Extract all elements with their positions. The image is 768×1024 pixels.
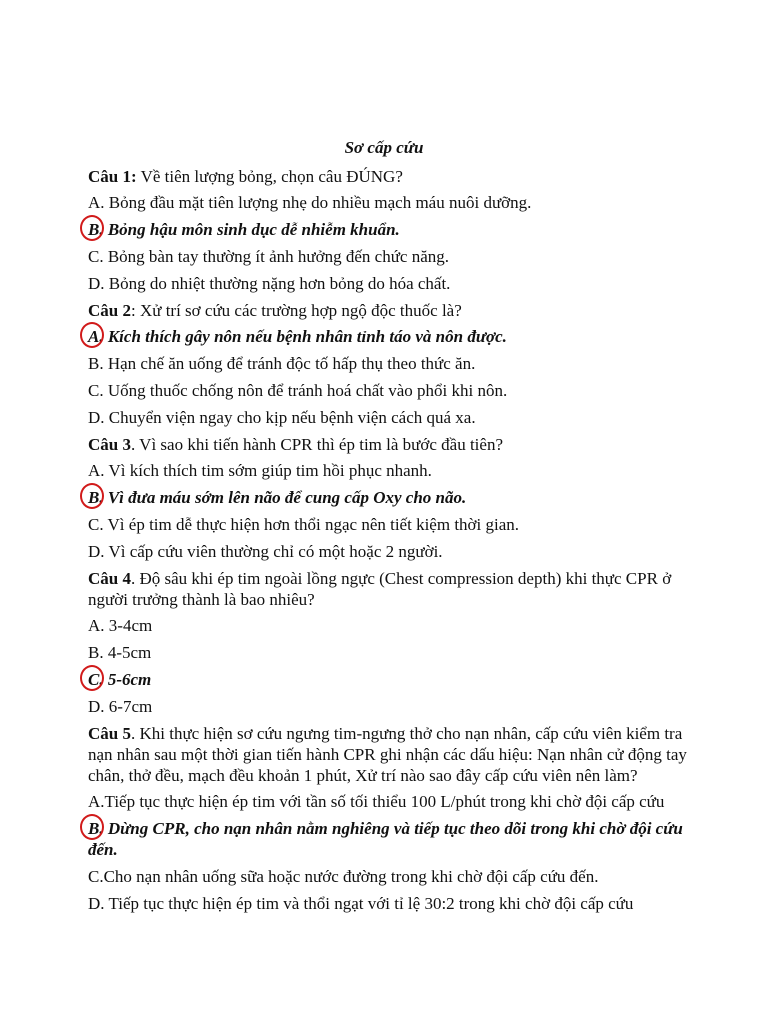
answer-circle-mark bbox=[80, 322, 104, 348]
answer-circle-mark bbox=[80, 483, 104, 509]
option-2-B bbox=[88, 353, 688, 374]
option-text: C. 5-6cm bbox=[88, 670, 152, 689]
option-5-D bbox=[88, 893, 688, 914]
option-1-D bbox=[88, 273, 688, 294]
option-text: D. Vì cấp cứu viên thường chỉ có một hoặc 2 người. bbox=[88, 542, 443, 561]
option-text: D. 6-7cm bbox=[88, 697, 153, 716]
answer-circle-mark bbox=[80, 215, 104, 241]
question-text: . Khi thực hiện sơ cứu ngưng tim-ngưng thở cho nạn nhân, cấp cứu viên kiểm tra nạn nhân sau một thời gian tiến hành CPR ghi nhận các dấu hiệu: Nạn nhân cử động tay chân, thở đều, mạch đều khoản 1 phút, Xử trí nào sao đây cấp cứu viên nên làm? bbox=[88, 724, 687, 785]
answer-circle-mark bbox=[80, 814, 104, 840]
option-text: C.Cho nạn nhân uống sữa hoặc nước đường trong khi chờ đội cấp cứu đến. bbox=[88, 867, 599, 886]
option-text: C. Uống thuốc chống nôn để tránh hoá chất vào phổi khi nôn. bbox=[88, 381, 508, 400]
option-4-D bbox=[88, 696, 688, 717]
option-4-C bbox=[88, 669, 688, 690]
question-text: . Vì sao khi tiến hành CPR thì ép tim là bước đầu tiên? bbox=[130, 435, 503, 454]
option-5-C bbox=[88, 866, 688, 887]
option-text: A. 3-4cm bbox=[88, 616, 153, 635]
option-text: A.Tiếp tục thực hiện ép tim với tần số tối thiểu 100 L/phút trong khi chờ đội cấp cứu bbox=[88, 792, 665, 811]
question-2 bbox=[88, 300, 688, 321]
option-3-C bbox=[88, 514, 688, 535]
option-4-A bbox=[88, 615, 688, 636]
option-text: B. 4-5cm bbox=[88, 643, 152, 662]
option-text: A. Kích thích gây nôn nếu bệnh nhân tỉnh táo và nôn được. bbox=[88, 327, 507, 346]
option-text: A. Bỏng đầu mặt tiên lượng nhẹ do nhiều mạch máu nuôi dưỡng. bbox=[88, 193, 532, 212]
option-1-B bbox=[88, 219, 688, 240]
option-text: C. Vì ép tim dễ thực hiện hơn thổi ngạc nên tiết kiệm thời gian. bbox=[88, 515, 520, 534]
option-2-D bbox=[88, 407, 688, 428]
question-3 bbox=[88, 434, 688, 455]
question-number: Câu 2 bbox=[88, 301, 131, 320]
question-number: Câu 3 bbox=[88, 435, 131, 454]
option-3-A bbox=[88, 460, 688, 481]
answer-circle-mark bbox=[80, 665, 104, 691]
option-text: B. Bỏng hậu môn sinh dục dễ nhiễm khuẩn. bbox=[88, 220, 400, 239]
option-text: D. Tiếp tục thực hiện ép tim và thổi ngạt với tỉ lệ 30:2 trong khi chờ đội cấp cứu bbox=[88, 894, 634, 913]
option-text: A. Vì kích thích tim sớm giúp tim hồi phục nhanh. bbox=[88, 461, 432, 480]
option-5-B bbox=[88, 818, 688, 860]
option-1-A bbox=[88, 192, 688, 213]
option-text: B. Vì đưa máu sớm lên não để cung cấp Oxy cho não. bbox=[88, 488, 467, 507]
option-text: B. Hạn chế ăn uống để tránh độc tố hấp thụ theo thức ăn. bbox=[88, 354, 476, 373]
option-text: D. Bỏng do nhiệt thường nặng hơn bỏng do hóa chất. bbox=[88, 274, 451, 293]
question-4 bbox=[88, 568, 688, 610]
option-5-A bbox=[88, 791, 688, 812]
option-1-C bbox=[88, 246, 688, 267]
option-2-C bbox=[88, 380, 688, 401]
option-text: C. Bỏng bàn tay thường ít ảnh hưởng đến chức năng. bbox=[88, 247, 450, 266]
option-text: D. Chuyển viện ngay cho kịp nếu bệnh viện cách quá xa. bbox=[88, 408, 476, 427]
option-3-D bbox=[88, 541, 688, 562]
question-text: : Xử trí sơ cứu các trường hợp ngộ độc thuốc là? bbox=[130, 301, 462, 320]
question-list bbox=[88, 166, 688, 920]
option-4-B bbox=[88, 642, 688, 663]
option-text: B. Dừng CPR, cho nạn nhân nằm nghiêng và tiếp tục theo dõi trong khi chờ đội cứu đến. bbox=[88, 819, 683, 859]
question-text: Về tiên lượng bỏng, chọn câu ĐÚNG? bbox=[136, 167, 403, 186]
question-text: . Độ sâu khi ép tim ngoài lồng ngực (Chest compression depth) khi thực CPR ở người trưởng thành là bao nhiêu? bbox=[88, 569, 672, 609]
question-5 bbox=[88, 723, 688, 786]
option-3-B bbox=[88, 487, 688, 508]
question-number: Câu 4 bbox=[88, 569, 131, 588]
option-2-A bbox=[88, 326, 688, 347]
question-1 bbox=[88, 166, 688, 187]
question-number: Câu 1: bbox=[88, 167, 137, 186]
document-title: Sơ cấp cứu bbox=[344, 138, 424, 157]
question-number: Câu 5 bbox=[88, 724, 131, 743]
